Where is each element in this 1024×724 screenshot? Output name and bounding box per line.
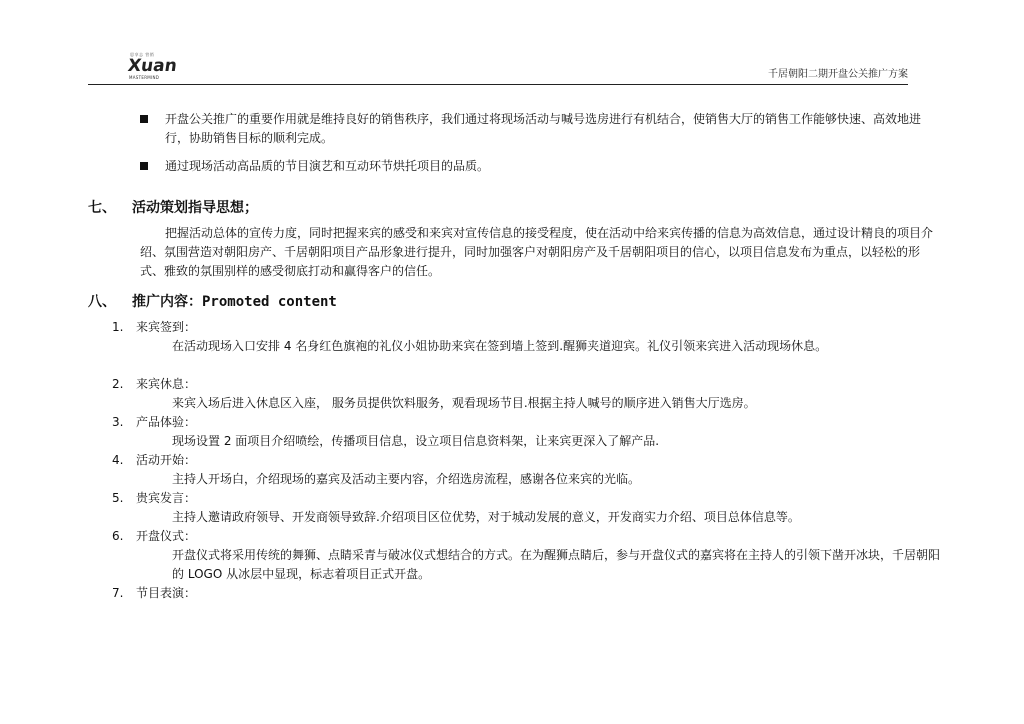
square-bullet-icon: [140, 115, 148, 123]
list-item: [112, 413, 196, 432]
logo-top-text: 思享志 营销: [130, 52, 155, 57]
item-label: 节目表演：: [136, 586, 197, 600]
list-item: [112, 584, 196, 603]
list-item: [112, 451, 196, 470]
bullet-text: 通过现场活动高品质的节目演艺和互动环节烘托项目的品质。: [165, 159, 490, 173]
item-label: 产品体验：: [136, 415, 197, 429]
item-number: 2.: [112, 377, 124, 391]
list-item: [112, 527, 196, 546]
item-number: 4.: [112, 453, 124, 467]
section-7-paragraph: 把握活动总体的宣传力度，同时把握来宾的感受和来宾对宣传信息的接受程度，使在活动中给来宾传播的信息为高效信息，通过设计精良的项目介绍、氛围营造对朝阳房产、千居朝阳项目产品形象进行提升，同时加强客户对朝阳房产及千居朝阳项目的信心，以项目信息发布为重点，以轻松的形式、雅致的氛围别样的感受彻底打动和赢得客户的信任。: [140, 226, 934, 278]
logo-text: Xuan: [126, 56, 179, 76]
item-label: 来宾签到：: [136, 320, 197, 334]
item-number: 6.: [112, 529, 124, 543]
item-label: 活动开始：: [136, 453, 197, 467]
bullet-item: [140, 157, 940, 176]
item-description: 主持人邀请政府领导、开发商领导致辞.介绍项目区位优势，对于城动发展的意义，开发商实力介绍、项目总体信息等。: [172, 510, 800, 524]
list-item: [112, 489, 196, 508]
bullet-item: [140, 110, 940, 148]
page-header: [88, 48, 908, 85]
list-item: [112, 318, 196, 337]
section-number: 七、: [88, 200, 116, 216]
item-description: 主持人开场白，介绍现场的嘉宾及活动主要内容，介绍选房流程，感谢各位来宾的光临。: [172, 472, 641, 486]
item-number: 7.: [112, 586, 124, 600]
section-heading-7: [88, 197, 258, 217]
item-description: 在活动现场入口安排 4 名身红色旗袍的礼仪小姐协助来宾在签到墙上签到.醒狮夹道迎宾。礼仪引领来宾进入活动现场休息。: [172, 339, 828, 353]
item-number: 3.: [112, 415, 124, 429]
section-title: 推广内容：: [132, 294, 202, 310]
section-title: 活动策划指导思想；: [132, 200, 258, 216]
item-description: 来宾入场后进入休息区入座， 服务员提供饮料服务，观看现场节目.根据主持人喊号的顺序进入销售大厅选房。: [172, 396, 756, 410]
section-number: 八、: [88, 294, 116, 310]
item-label: 开盘仪式：: [136, 529, 197, 543]
section-title-english: Promoted content: [202, 294, 337, 310]
bullet-text: 开盘公关推广的重要作用就是维持良好的销售秩序，我们通过将现场活动与喊号选房进行有机结合，使销售大厅的销售工作能够快速、高效地进行，协助销售目标的顺利完成。: [165, 112, 922, 145]
item-description: 现场设置 2 面项目介绍喷绘，传播项目信息，设立项目信息资料架，让来宾更深入了解产品.: [172, 434, 660, 448]
item-number: 5.: [112, 491, 124, 505]
item-label: 来宾休息：: [136, 377, 197, 391]
company-logo: [126, 52, 179, 80]
item-label: 贵宾发言：: [136, 491, 197, 505]
section-heading-8: [88, 291, 337, 311]
item-number: 1.: [112, 320, 124, 334]
square-bullet-icon: [140, 162, 148, 170]
document-title: 千居朝阳二期开盘公关推广方案: [768, 69, 908, 80]
logo-subtext: MASTERMIND: [129, 75, 160, 80]
list-item: [112, 375, 196, 394]
item-description: 开盘仪式将采用传统的舞狮、点睛采青与破冰仪式想结合的方式。在为醒狮点睛后，参与开盘仪式的嘉宾将在主持人的引领下凿开冰块，千居朝阳的 LOGO 从冰层中显现，标志着项目正式开盘。: [172, 548, 941, 581]
